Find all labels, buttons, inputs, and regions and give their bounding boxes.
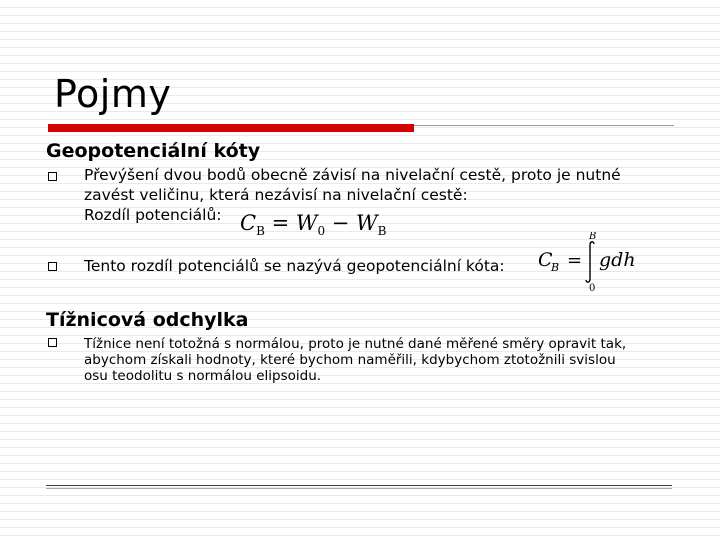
formula-integrand: gdh bbox=[599, 249, 636, 271]
formula-symbol: C bbox=[538, 249, 553, 271]
section-heading-deflection: Tížnicová odchylka bbox=[46, 309, 249, 331]
formula-subscript: 0 bbox=[317, 224, 326, 239]
footer-rule-accent bbox=[46, 485, 672, 486]
bullet-text-deflection bbox=[84, 336, 674, 384]
formula-geopotential-integral bbox=[536, 232, 646, 292]
formula-subscript: B bbox=[551, 261, 560, 274]
bullet-line: osu teodolitu s normálou elipsoidu. bbox=[84, 368, 322, 384]
integral-upper-limit: B bbox=[589, 232, 597, 242]
formula-subscript: B bbox=[256, 224, 265, 239]
formula-operator: = bbox=[567, 250, 583, 271]
bullet-line: Tížnice není totožná s normálou, proto je nutné dané měřené směry opravit tak, bbox=[84, 336, 627, 352]
formula-symbol: W bbox=[295, 211, 318, 235]
formula-potential-difference bbox=[240, 211, 386, 238]
formula-symbol: C bbox=[240, 211, 257, 235]
hollow-square-bullet-icon bbox=[48, 262, 57, 271]
footer-rule-thin bbox=[46, 488, 672, 489]
bullet-text-geopotential: Tento rozdíl potenciálů se nazývá geopotenciální kóta: bbox=[84, 257, 505, 275]
bullet-line: Převýšení dvou bodů obecně závisí na nivelační cestě, proto je nutné bbox=[84, 166, 621, 184]
formula-operator: = bbox=[264, 211, 296, 235]
hollow-square-bullet-icon bbox=[48, 338, 57, 347]
bullet-line: Rozdíl potenciálů: bbox=[84, 206, 222, 224]
hollow-square-bullet-icon bbox=[48, 172, 57, 181]
bullet-line: abychom získali hodnoty, které bychom naměřili, kdybychom ztotožnili svislou bbox=[84, 352, 616, 368]
formula-symbol: W bbox=[356, 211, 378, 235]
formula-operator: − bbox=[325, 211, 357, 235]
bullet-line: zavést veličinu, která nezávisí na nivelační cestě: bbox=[84, 186, 468, 204]
integral-lower-limit: 0 bbox=[589, 283, 596, 292]
title-underline-thin bbox=[414, 125, 674, 126]
integral-sign-icon bbox=[586, 242, 594, 282]
title-underline-accent bbox=[48, 124, 414, 132]
section-heading-geopotential: Geopotenciální kóty bbox=[46, 140, 261, 162]
formula-subscript: B bbox=[377, 224, 387, 239]
slide-title: Pojmy bbox=[54, 72, 172, 116]
